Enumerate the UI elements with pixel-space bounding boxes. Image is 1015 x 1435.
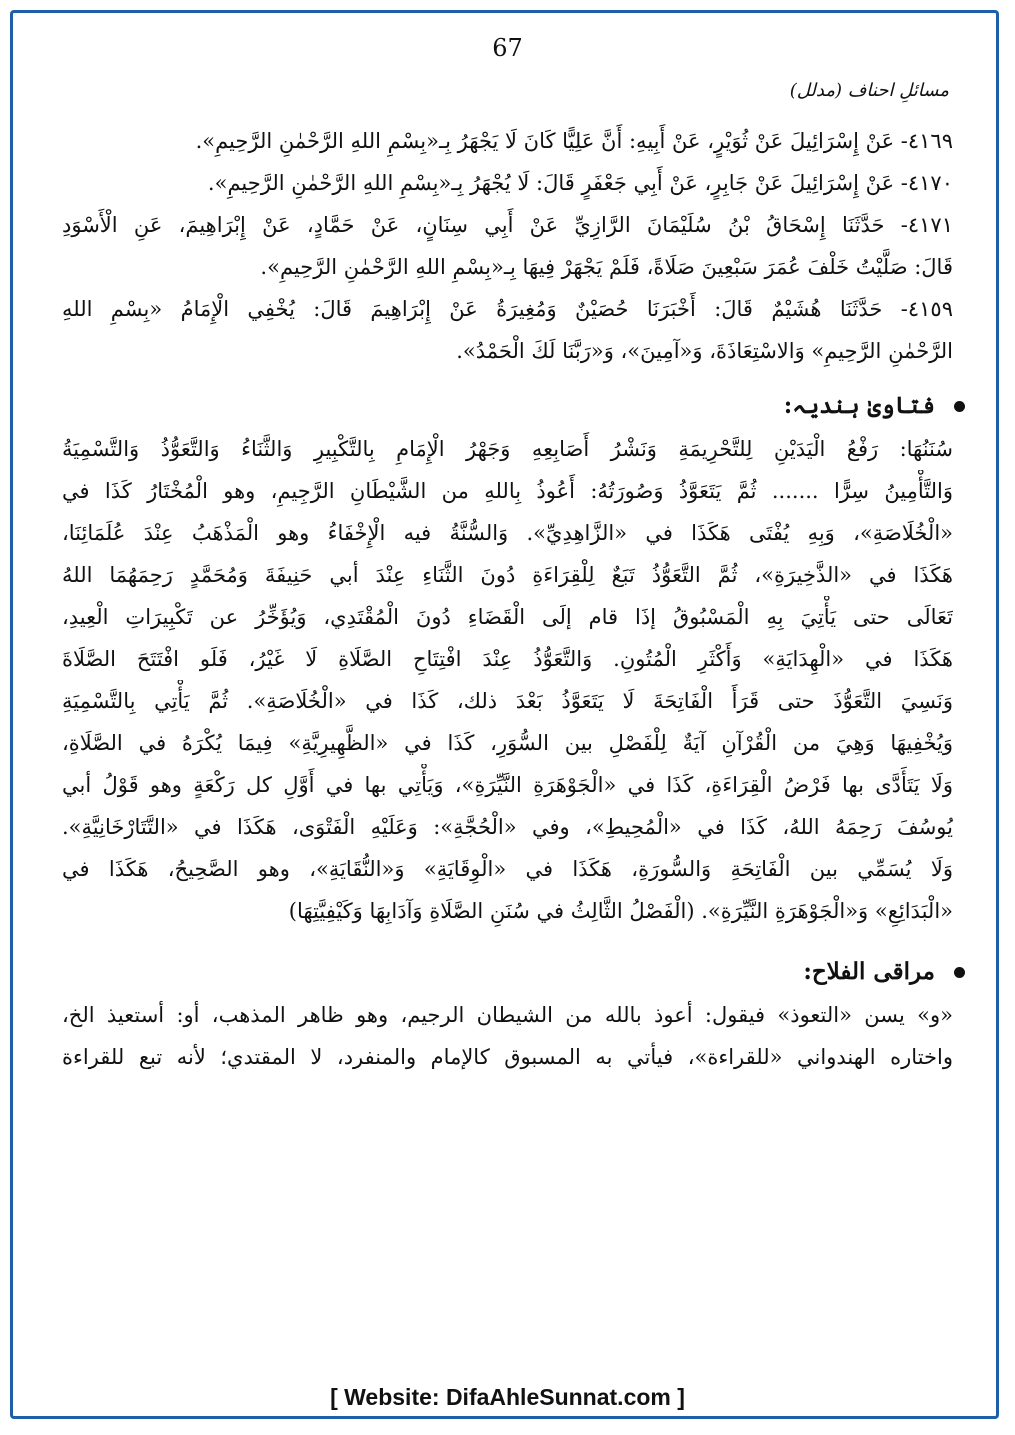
section-heading (62, 384, 953, 428)
text-line: يُوسُفَ رَحِمَهُ اللهُ، كَذَا في «الْمُحِيطِ»، وفي «الْحُجَّةِ»: وَعَلَيْهِ الْفَتْوَى، هَكَذَا في «التَّتَارْخَانِيَّةِ». (62, 815, 953, 839)
bullet-icon (954, 401, 965, 412)
page-content (62, 120, 953, 1078)
hadith-4169-line: ٤١٦٩- عَنْ إِسْرَائِيلَ عَنْ ثُوَيْرٍ، عَنْ أَبِيهِ: أَنَّ عَلِيًّا كَانَ لَا يَجْهَرُ بِـ«بِسْمِ اللهِ الرَّحْمٰنِ الرَّحِيمِ». (195, 129, 953, 153)
page-number: 67 (492, 34, 523, 62)
text-line: تَعَالَى حتى يَأْتِيَ بِهِ الْمَسْبُوقُ إذَا قام إلَى الْقَضَاءِ دُونَ الْمُقْتَدِي، وَيُؤَخِّرُ عن تَكْبِيرَاتِ الْعِيدِ، (62, 605, 953, 629)
text-line: «و» يسن «التعوذ» فيقول: أعوذ بالله من الشيطان الرجيم، وهو ظاهر المذهب، أو: أستعيذ الخ، (62, 1003, 953, 1027)
section-heading (62, 950, 953, 994)
website-footer: [ Website: DifaAhleSunnat.com ] (330, 1384, 685, 1410)
text-line: وَلَا يَتَأَدَّى بها فَرْضُ الْقِرَاءَةِ، كَذَا في «الْجَوْهَرَةِ النَّيِّرَةِ»، وَيَأْتِي بها في أَوَّلِ كل رَكْعَةٍ وهو قَوْلُ أبي (62, 773, 953, 797)
text-line: واختاره الهندواني «للقراءة»، فيأتي به المسبوق كالإمام والمنفرد، لا المقتدي؛ لأنه تبع للقراءة (62, 1045, 953, 1069)
hadith-4171-line: ٤١٧١- حَدَّثَنَا إِسْحَاقُ بْنُ سُلَيْمَانَ الرَّازِيِّ عَنْ أَبِي سِنَانٍ، عَنْ حَمَّادٍ، عَنْ إِبْرَاهِيمَ، عَنِ الْأَسْوَدِ (62, 213, 953, 237)
text-line: سُنَنُهَا: رَفْعُ الْيَدَيْنِ لِلتَّحْرِيمَةِ وَنَشْرُ أَصَابِعِهِ وَجَهْرُ الْإِمَامِ بِالتَّكْبِيرِ وَالثَّنَاءُ وَالتَّعَوُّذُ وَالتَّسْمِيَةُ (62, 437, 953, 461)
text-line: «الْخُلَاصَةِ»، وَبِهِ يُفْتَى هَكَذَا في «الزَّاهِدِيِّ». وَالسُّنَّةُ فيه الْإِخْفَاءُ وهو الْمَذْهَبُ عِنْدَ عُلَمَائِنَا، (62, 521, 953, 545)
text-line: وَالتَّأْمِينُ سِرًّا ....... ثُمَّ يَتَعَوَّذُ وَصُورَتُهُ: أَعُوذُ بِاللهِ من الشَّيْطَانِ الرَّجِيمِ، وهو الْمُخْتَارُ كَذَا في (62, 479, 953, 503)
text-line: وَلَا يُسَمِّي بين الْفَاتِحَةِ وَالسُّورَةِ، هَكَذَا في «الْوِقَايَةِ» وَ«النُّقَايَةِ»، وهو الصَّحِيحُ، هَكَذَا في (62, 857, 953, 881)
hadith-4159-line: الرَّحْمٰنِ الرَّحِيمِ» وَالاسْتِعَاذَةَ، وَ«آمِينَ»، وَ«رَبَّنَا لَكَ الْحَمْدُ». (456, 339, 953, 363)
hadith-4159-line: ٤١٥٩- حَدَّثَنَا هُشَيْمٌ قَالَ: أَخْبَرَنَا حُصَيْنٌ وَمُغِيرَةُ عَنْ إِبْرَاهِيمَ قَالَ: يُخْفِي الْإِمَامُ «بِسْمِ اللهِ (62, 297, 953, 321)
running-head: مسائلِ احناف (مدلل) (789, 80, 949, 101)
bullet-icon (954, 967, 965, 978)
text-line: وَيُخْفِيهَا وَهِيَ من الْقُرْآنِ آيَةٌ لِلْفَصْلِ بين السُّوَرِ، كَذَا في «الظَّهِيرِيَّةِ» فِيمَا يُكْرَهُ في الصَّلَاةِ، (62, 731, 953, 755)
section-fatawa-hindiyya (62, 384, 953, 932)
section-maraqi-al-falah (62, 950, 953, 1078)
section-heading-label: مراقی الفلاح: (803, 958, 935, 985)
hadith-block (62, 120, 953, 372)
text-line: هَكَذَا في «الْهِدَايَةِ» وَأَكْثَرِ الْمُتُونِ. وَالتَّعَوُّذُ عِنْدَ افْتِتَاحِ الصَّلَاةِ لَا غَيْرُ، فَلَو افْتَتَحَ الصَّلَاةَ (62, 647, 953, 671)
text-line: هَكَذَا في «الذَّخِيرَةِ»، ثُمَّ التَّعَوُّذُ تَبَعٌ لِلْقِرَاءَةِ دُونَ الثَّنَاءِ عِنْدَ أبي حَنِيفَةَ وَمُحَمَّدٍ رَحِمَهُمَا اللهُ (62, 563, 953, 587)
hadith-4170-line: ٤١٧٠- عَنْ إِسْرَائِيلَ عَنْ جَابِرٍ، عَنْ أَبِي جَعْفَرٍ قَالَ: لَا يُجْهَرُ بِـ«بِسْمِ اللهِ الرَّحْمٰنِ الرَّحِيمِ». (207, 171, 953, 195)
section-heading-label: فتاویٰ ہندیہ: (783, 392, 935, 419)
text-line: «الْبَدَائِعِ» وَ«الْجَوْهَرَةِ النَّيِّرَةِ». (الْفَصْلُ الثَّالِثُ في سُنَنِ الصَّلَاةِ وَآدَابِهَا وَكَيْفِيَّتِهَا) (288, 899, 953, 923)
hadith-4171-line: قَالَ: صَلَّيْتُ خَلْفَ عُمَرَ سَبْعِينَ صَلَاةً، فَلَمْ يَجْهَرْ فِيهَا بِـ«بِسْمِ اللهِ الرَّحْمٰنِ الرَّحِيمِ». (260, 255, 953, 279)
text-line: وَنَسِيَ التَّعَوُّذَ حتى قَرَأَ الْفَاتِحَةَ لَا يَتَعَوَّذُ بَعْدَ ذلك، كَذَا في «الْخُلَاصَةِ». ثُمَّ يَأْتِي بِالتَّسْمِيَةِ (62, 689, 953, 713)
